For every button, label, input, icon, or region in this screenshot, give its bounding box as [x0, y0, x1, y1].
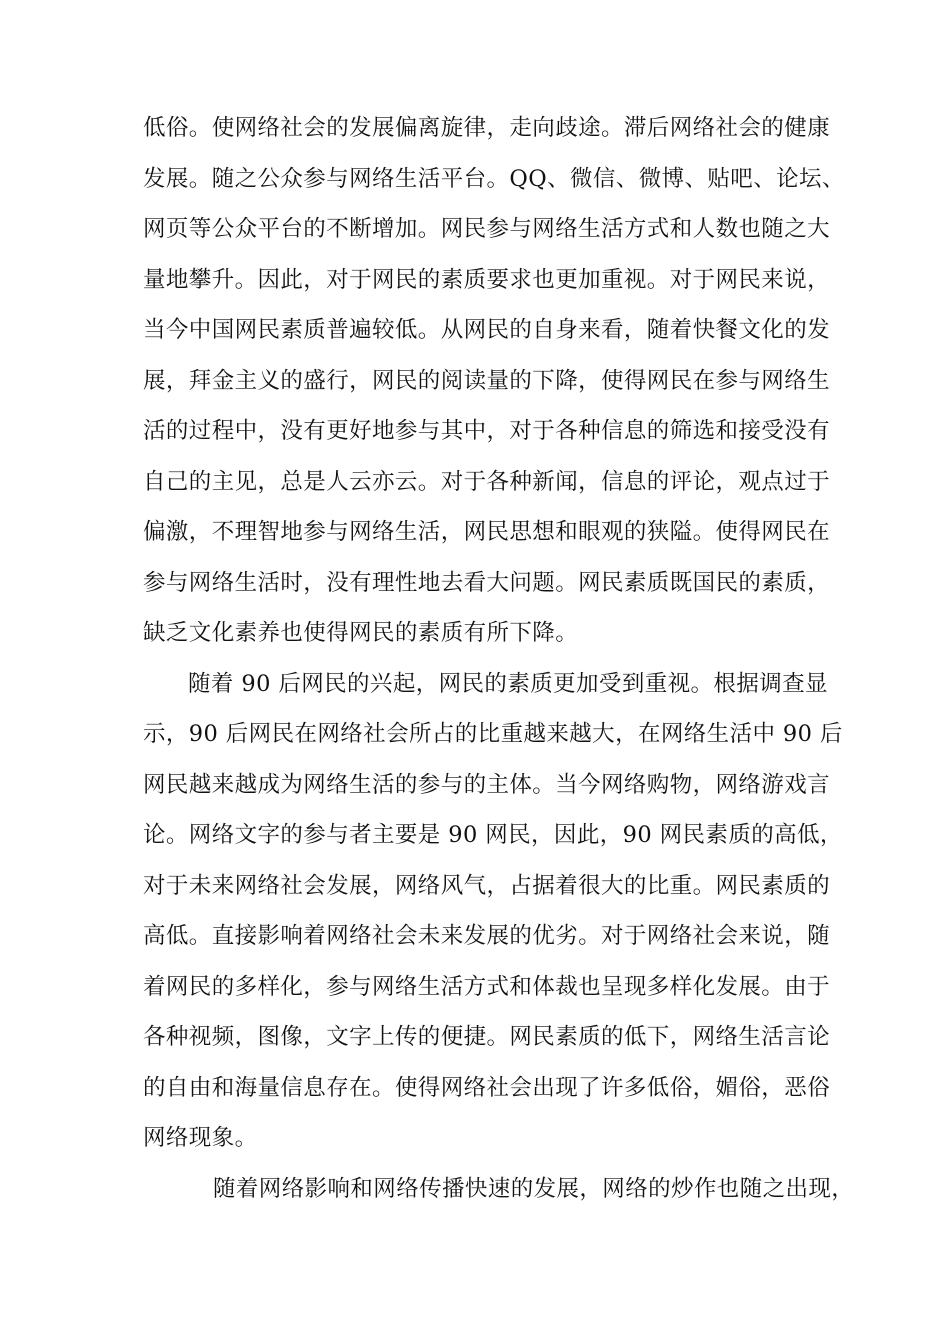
body-text-line: 低俗。使网络社会的发展偏离旋律，走向歧途。滞后网络社会的健康	[143, 115, 831, 141]
body-text-line: 偏激，不理智地参与网络生活，网民思想和眼观的狭隘。使得网民在	[143, 519, 831, 545]
body-text-line: 网络现象。	[143, 1125, 258, 1151]
body-text-line: 展，拜金主义的盛行，网民的阅读量的下降，使得网民在参与网络生	[143, 368, 831, 394]
body-text-line: 量地攀升。因此，对于网民的素质要求也更加重视。对于网民来说，	[143, 267, 831, 293]
body-text-line: 参与网络生活时，没有理性地去看大问题。网民素质既国民的素质，	[143, 570, 831, 596]
body-text-line: 缺乏文化素养也使得网民的素质有所下降。	[143, 620, 579, 646]
body-text-line: 活的过程中，没有更好地参与其中，对于各种信息的筛选和接受没有	[143, 418, 831, 444]
body-text-line: 网民越来越成为网络生活的参与的主体。当今网络购物，网络游戏言	[143, 772, 831, 798]
body-text-line: 对于未来网络社会发展，网络风气，占据着很大的比重。网民素质的	[143, 873, 831, 899]
body-text-line: 网页等公众平台的不断增加。网民参与网络生活方式和人数也随之大	[143, 216, 831, 242]
body-text-line: 发展。随之公众参与网络生活平台。QQ、微信、微博、贴吧、论坛、	[143, 166, 845, 192]
body-text-line: 自己的主见，总是人云亦云。对于各种新闻，信息的评论，观点过于	[143, 469, 831, 495]
body-text-line: 当今中国网民素质普遍较低。从网民的自身来看，随着快餐文化的发	[143, 317, 831, 343]
paragraph-first-line: 随着网络影响和网络传播快速的发展，网络的炒作也随之出现，	[213, 1176, 855, 1202]
paragraph-first-line: 随着 90 后网民的兴起，网民的素质更加受到重视。根据调查显	[188, 671, 828, 697]
body-text-line: 示，90 后网民在网络社会所占的比重越来越大，在网络生活中 90 后	[143, 721, 843, 747]
body-text-line: 的自由和海量信息存在。使得网络社会出现了许多低俗，媚俗，恶俗	[143, 1075, 831, 1101]
body-text-line: 论。网络文字的参与者主要是 90 网民，因此，90 网民素质的高低，	[143, 822, 843, 848]
body-text-line: 高低。直接影响着网络社会未来发展的优劣。对于网络社会来说，随	[143, 923, 831, 949]
body-text-line: 着网民的多样化，参与网络生活方式和体裁也呈现多样化发展。由于	[143, 974, 831, 1000]
body-text-line: 各种视频，图像，文字上传的便捷。网民素质的低下，网络生活言论	[143, 1024, 831, 1050]
